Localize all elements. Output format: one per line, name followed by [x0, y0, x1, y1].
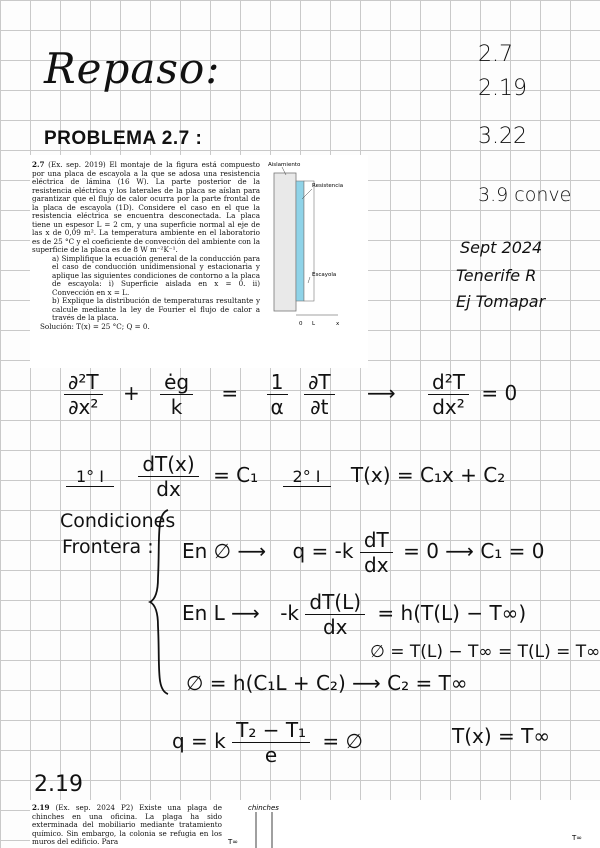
bc2-result: ∅ = T(L) − T∞ = T(L) = T∞	[370, 642, 600, 662]
bc1-q: q = -k	[292, 539, 354, 563]
page-title: Repaso:	[44, 44, 221, 93]
problem-2-19-source: (Ex. sep. 2024 P2)	[55, 803, 134, 812]
frac-one-alpha: $\frac{1}{\alpha}$	[267, 370, 288, 419]
heat-equation	[64, 370, 517, 419]
label-plaster: Escayola	[312, 272, 337, 278]
axis-label-x: x	[336, 321, 340, 327]
ref-2-7: 2.7	[478, 42, 513, 67]
equals-sign: =	[221, 381, 239, 405]
note-author: Tenerife R	[456, 266, 537, 285]
frac-temp-diff: $\frac{\text{T₂ − T₁}}{e}$	[232, 718, 310, 767]
problem-part-b: b) Explique la distribución de temperaturas resultante y calcule mediante la ley de Fourier el flujo de calor a través de la placa.	[52, 296, 260, 322]
integration-steps	[66, 452, 505, 501]
problem-2-19-figure	[226, 800, 596, 848]
flux-equation	[172, 718, 363, 767]
problem-2-7-text	[32, 161, 260, 331]
label-insulation: Aislamiento	[268, 162, 301, 168]
problem-part-a: a) Simplifique la ecuación general de la conducción para el caso de conducción unidimensional y estacionaria y aplique las siguientes condiciones de contorno a la placa de escayola: i) Superficie aislada en x = 0. ii) Convección en x = L.	[52, 253, 260, 297]
bc2-k: -k	[280, 601, 300, 625]
frac-d2T-dx2: $\frac{\text{∂²T}}{\text{∂x²}}$	[64, 370, 103, 419]
section-2-19: 2.19	[34, 772, 83, 797]
axis-label-0: 0	[299, 321, 303, 327]
step1-rhs: = C₁	[213, 463, 259, 487]
problem-label: PROBLEMA 2.7 :	[44, 128, 203, 149]
frac-dTL-dx: $\frac{dT(L)}{dx}$	[305, 590, 365, 639]
problem-intro: El montaje de la figura está compuesto por una placa de escayola a la que se adosa una resistencia eléctrica de lámina (16 W). La parte posterior de la resistencia eléctrica y los laterales de la placa se aíslan para garantizar que el flujo de calor ocurra por la parte frontal de la placa de escayola (1D). Considere el caso en el que la resistencia eléctrica se encuentra desconectada. La placa tiene un espesor L = 2 cm, y una superficie normal al eje de las x de 0,09 m². La temperatura ambiente en el laboratorio es de 25 °C y el coeficiente de convección del ambiente con la superficie de la placa es de 8 W m⁻²K⁻¹.	[32, 160, 260, 254]
note-source: Ej Tomapar	[456, 292, 546, 311]
problem-solution: Solución: T(x) = 25 °C; Q = 0.	[40, 321, 150, 331]
frac-simplified: $\frac{\text{d²T}}{\text{dx²}}$	[428, 370, 469, 419]
bc1-lhs: En ∅ ⟶	[182, 539, 267, 563]
ref-3-22: 3.22	[478, 124, 527, 149]
bc3-equation: ∅ = h(C₁L + C₂) ⟶ C₂ = T∞	[186, 671, 468, 695]
chinches-label: chinches	[248, 804, 279, 812]
bc1-rhs: = 0 ⟶ C₁ = 0	[403, 539, 545, 563]
flux-lhs: q = k	[172, 729, 226, 753]
step2-label: 2° I	[283, 467, 331, 487]
curly-brace	[148, 508, 172, 696]
step1-label: 1° I	[66, 467, 114, 487]
final-result: T(x) = T∞	[452, 724, 551, 748]
problem-2-7-clipping	[30, 155, 368, 368]
frac-dTx-dx: $\frac{dT(x)}{dx}$	[138, 452, 198, 501]
problem-2-19-text	[32, 804, 222, 847]
insulation-block	[274, 173, 296, 311]
plus-sign: +	[122, 381, 140, 405]
bc-insulated	[182, 528, 545, 577]
arrow: ⟶	[367, 381, 396, 405]
frac-gen-k: $\frac{ėg}{k}$	[160, 370, 193, 419]
problem-source: (Ex. sep. 2019)	[48, 160, 106, 169]
ref-2-19: 2.19	[478, 76, 527, 101]
resistance-sheet	[296, 181, 304, 301]
note-date: Sept 2024	[460, 238, 543, 257]
bc-convection	[182, 590, 526, 639]
problem-2-19-body: Existe una plaga de chinches en una oficina. La plaga ha sido exterminada del mobiliario mediante tratamiento químico. Sin embargo, la colonia se refugia en los muros del edificio. Para	[32, 803, 222, 847]
step2-rhs: T(x) = C₁x + C₂	[350, 463, 506, 487]
problem-number: 2.7	[32, 160, 45, 169]
bc2-lhs: En L ⟶	[182, 601, 260, 625]
label-resistance: Resistencia	[312, 183, 344, 189]
flux-rhs: = ∅	[322, 729, 363, 753]
t-inf-right: T∞	[572, 834, 583, 842]
plaster-plate	[304, 181, 314, 301]
problem-2-19-clipping	[30, 800, 600, 848]
frac-dT-dt: $\frac{\partial T}{\partial t}$	[304, 370, 335, 419]
t-inf-left: T∞	[228, 838, 239, 846]
simplified-rhs: = 0	[481, 381, 518, 405]
ref-3-9: 3.9 conve	[478, 184, 572, 206]
problem-figure	[262, 159, 366, 331]
frac-dT-dx: $\frac{dT}{dx}$	[360, 528, 393, 577]
problem-2-19-number: 2.19	[32, 803, 50, 812]
bc2-rhs: = h(T(L) − T∞)	[377, 601, 527, 625]
axis-label-L: L	[312, 321, 316, 327]
conditions-label-2: Frontera :	[62, 536, 154, 558]
conditions-label-1: Condiciones	[60, 510, 176, 532]
